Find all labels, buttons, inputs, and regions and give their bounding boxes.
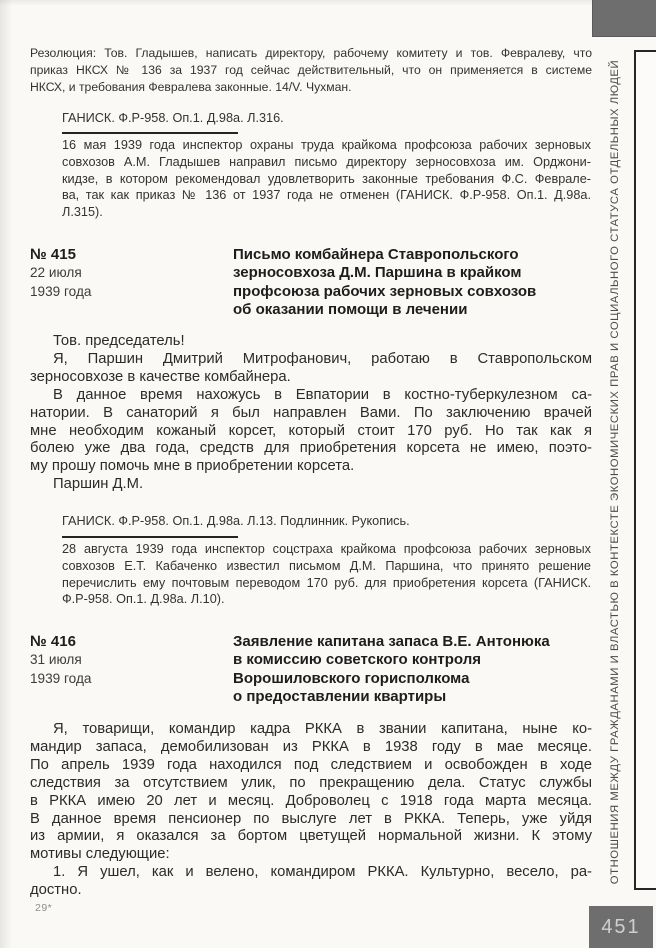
doc-415-title-line: зерносовхоза Д.М. Паршина в крайком [233, 264, 522, 282]
doc-415-date-line-2: 1939 года [30, 283, 92, 299]
doc-415-body-line: Я, Паршин Дмитрий Митрофанович, работаю в Ставропольском [53, 350, 592, 367]
doc-416-date-line-1: 31 июля [30, 652, 82, 668]
doc-416-title-line: о предоставлении квартиры [233, 688, 447, 706]
footnote-1 [62, 137, 591, 221]
doc-416-body-line: В данное время пенсионер по выслуге лет в РККА. Теперь, уже уйдя [30, 810, 592, 827]
doc-416-body-line: в РККА имею 20 лет и месяц. Доброволец с 1918 года марта месяца. [30, 792, 592, 809]
resolution-line: приказ НКСХ № 136 за 1937 год сейчас действительный, что он применяется в системе [30, 63, 592, 77]
footnote-line: 16 мая 1939 года инспектор охраны труда крайкома профсоюза рабочих зерновых [62, 138, 591, 152]
margin-frame-box [634, 50, 656, 890]
resolution-line: НКСХ, и требования Февралева законные. 14/V. Чухман. [30, 80, 352, 94]
doc-415-number: № 415 [30, 246, 76, 263]
footnote-line: 28 августа 1939 года инспектор соцстраха крайкома профсоюза рабочих зерновых [62, 542, 591, 556]
footnote-separator-2 [62, 536, 238, 538]
doc-415-body-line: Тов. председатель! [53, 333, 185, 349]
doc-416-body-line: мандир запаса, демобилизован из РККА в 1938 году в мае месяце. [30, 738, 592, 755]
resolution-note [30, 45, 592, 96]
footnote-line: ва, так как приказ № 136 от 1937 года не отменен (ГАНИСК. Ф.Р-958. Оп.1. Д.98а. [62, 188, 591, 203]
doc-415-title-line: профсоюза рабочих зерновых совхозов [233, 282, 537, 300]
doc-416-date-line-2: 1939 года [30, 670, 92, 686]
doc-415-body-line: натории. В санаторий я был направлен Вами. По заключению врачей [30, 404, 592, 421]
footnote-line: перечислить ему почтовым переводом 170 руб. для приобретения корсета (ГАНИСК. [62, 575, 591, 590]
doc-415-body-line: му прошу помочь мне в приобретении корсета. [30, 458, 355, 475]
footnote-line: Л.315). [62, 205, 103, 220]
doc-415-body [30, 333, 592, 494]
page-number-badge: 451 [589, 906, 653, 948]
doc-416-title-line: в комиссию советского контроля [233, 651, 481, 669]
doc-416-number: № 416 [30, 633, 76, 650]
footnote-line: совхозов А.М. Гладышев направил письмо директору зерносовхоза им. Орджони- [62, 154, 591, 169]
resolution-line: Резолюция: Тов. Гладышев, написать директору, рабочему комитету и тов. Февралеву, что [30, 46, 592, 60]
doc-416-body-line: из армии, я оказался за бортом цветущей нормальной жизни. К этому [30, 828, 592, 845]
doc-416-number-column [30, 633, 180, 688]
footnote-2 [62, 541, 591, 608]
doc-415-body-line: болею уже два года, средств для приобретения корсета не имею, поэто- [30, 440, 592, 457]
archive-reference-2: ГАНИСК. Ф.Р-958. Оп.1. Д.98а. Л.13. Подлинник. Рукопись. [62, 514, 410, 528]
footnote-separator-1 [62, 132, 238, 134]
doc-415-number-column [30, 246, 180, 301]
doc-416-body [30, 721, 592, 900]
doc-416-title-line: Заявление капитана запаса В.Е. Антонюка [233, 633, 550, 650]
top-right-gray-box [592, 0, 656, 37]
archive-reference-1: ГАНИСК. Ф.Р-958. Оп.1. Д.98а. Л.316. [62, 111, 284, 125]
doc-415-body-line: мне необходим кожаный корсет, который стоит 170 руб. Но так как я [30, 422, 592, 439]
doc-416-body-line: достно. [30, 882, 82, 899]
doc-415-body-line: зерносовхозе в качестве комбайнера. [30, 368, 291, 385]
footnote-line: совхозов Е.Т. Кабаченко известил письмом Д.М. Паршина, что принято решение [62, 558, 591, 573]
doc-415-title-line: об оказании помощи в лечении [233, 301, 468, 319]
doc-416-body-line: следствия за отсутствием улик, по прекращению дела. Статус службы [30, 774, 592, 791]
scan-edge-shadow-top [0, 0, 656, 6]
footnote-line: Ф.Р-958. Оп.1. Д.98а. Л.10). [62, 592, 225, 607]
doc-416-body-line: Я, товарищи, командир кадра РККА в звании капитана, ныне ко- [53, 721, 592, 737]
doc-415-date-line-1: 22 июля [30, 265, 82, 281]
print-sheet-mark: 29* [35, 902, 53, 914]
doc-415-body-line: Паршин Д.М. [53, 476, 144, 493]
doc-415-body-line: В данное время нахожусь в Евпатории в костно-туберкулезном са- [53, 386, 592, 403]
doc-415-title-line: Письмо комбайнера Ставропольского [233, 246, 519, 263]
doc-416-title-line: Ворошиловского горисполкома [233, 669, 470, 687]
doc-415-title [233, 246, 605, 320]
doc-416-body-line: мотивы следующие: [30, 846, 170, 863]
scan-edge-shadow-left [0, 0, 12, 948]
chapter-caption-vertical: ОТНОШЕНИЯ МЕЖДУ ГРАЖДАНАМИ И ВЛАСТЬЮ В КОНТЕКСТЕ ЭКОНОМИЧЕСКИХ ПРАВ И СОЦИАЛЬНОГО СТАТУСА ОТДЕЛЬНЫХ ЛЮДЕЙ [609, 59, 621, 885]
doc-416-title [233, 633, 605, 707]
doc-416-body-line: 1. Я ушел, как и велено, командиром РККА. Культурно, весело, ра- [53, 864, 592, 881]
footnote-line: кидзе, в котором рекомендовал удовлетворить законные требования Ф.С. Феврале- [62, 171, 591, 186]
doc-416-body-line: По апрель 1939 года находился под следствием и освобожден в ходе [30, 756, 592, 773]
